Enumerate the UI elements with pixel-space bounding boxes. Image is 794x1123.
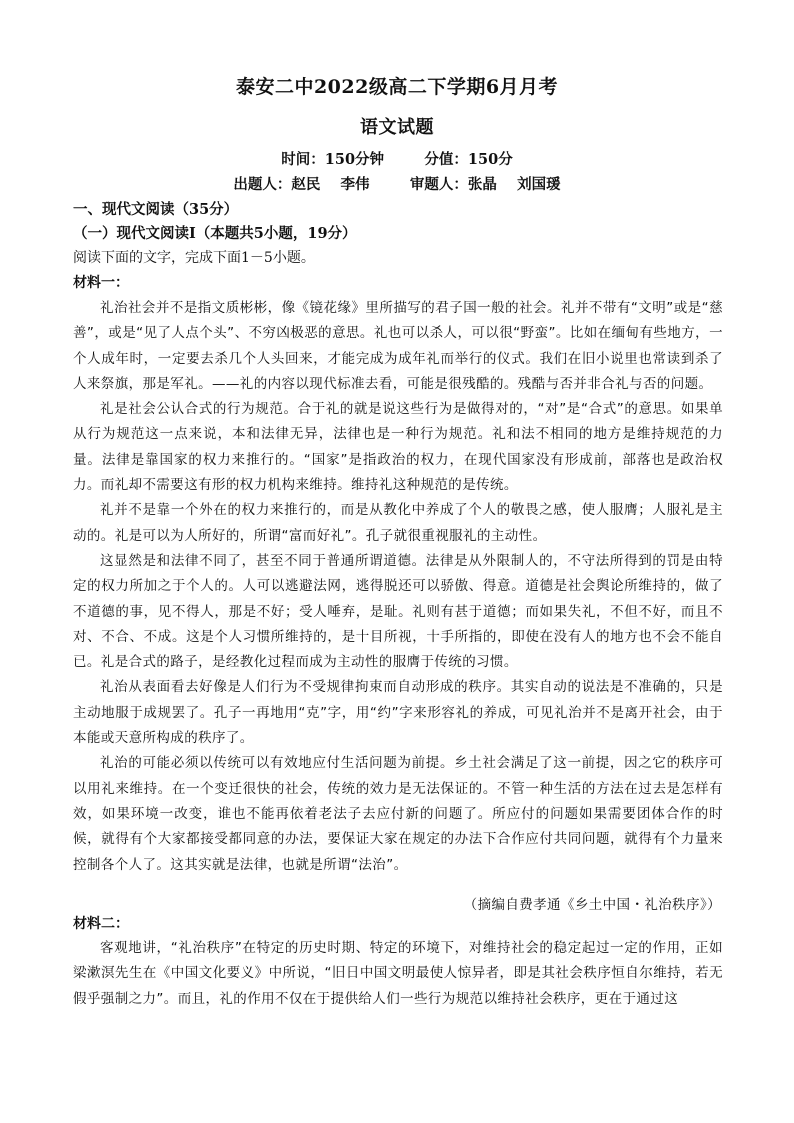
material-two-text xyxy=(73,936,723,1012)
subsection-heading: （一）现代文阅读Ⅰ（本题共5小题，19分） xyxy=(73,225,357,242)
material-one-source: （摘编自费孝通《乡土中国・礼治秩序》） xyxy=(463,897,721,913)
section-heading: 一、现代文阅读（35分） xyxy=(73,201,239,218)
paragraph: 这显然是和法律不同了，甚至不同于普通所谓道德。法律是从外限制人的，不守法所得到的罚是由特定的权力所加之于个人的。人可以逃避法网，逃得脱还可以骄傲、得意。道德是社会舆论所维持的，做了不道德的事，见不得人，那是不好；受人唾弃，是耻。礼则有甚于道德；而如果失礼，不但不好，而且不对、不合、不成。这是个人习惯所维持的，是十目所视，十手所指的，即使在没有人的地方也不会不能自已。礼是合式的路子，是经教化过程而成为主动性的服膺于传统的习惯。 xyxy=(73,552,723,671)
material-one-label: 材料一： xyxy=(73,275,129,291)
material-one-text xyxy=(73,296,723,878)
reading-instruction: 阅读下面的文字，完成下面1－5小题。 xyxy=(73,250,315,266)
paragraph: 礼并不是靠一个外在的权力来推行的，而是从教化中养成了个人的敬畏之感，使人服膺；人服礼是主动的。礼是可以为人所好的，所谓“富而好礼”。孔子就很重视服礼的主动性。 xyxy=(73,502,723,544)
paragraph: 礼治社会并不是指文质彬彬，像《镜花缘》里所描写的君子国一般的社会。礼并不带有“文明”或是“慈善”，或是“见了人点个头”、不穷凶极恶的意思。礼也可以杀人，可以很“野蛮”。比如在缅甸有些地方，一个人成年时，一定要去杀几个人头回来，才能完成为成年礼而举行的仪式。我们在旧小说里也常读到杀了人来祭旗，那是军礼。——礼的内容以现代标准去看，可能是很残酷的。残酷与否并非合礼与否的问题。 xyxy=(73,300,723,392)
paragraph: 客观地讲，“礼治秩序”在特定的历史时期、特定的环境下，对维持社会的稳定起过一定的作用，正如梁漱溟先生在《中国文化要义》中所说，“旧日中国文明最使人惊异者，即是其社会秩序恒自尔维持，若无假乎强制之力”。而且，礼的作用不仅在于提供给人们一些行为规范以维持社会秩序，更在于通过这 xyxy=(73,940,723,1007)
material-two-label: 材料二： xyxy=(73,916,129,932)
time-score-line: 时间：150分钟 分值：150分 xyxy=(281,151,513,168)
paragraph: 礼是社会公认合式的行为规范。合于礼的就是说这些行为是做得对的，“对”是“合式”的意思。如果单从行为规范这一点来说，本和法律无异，法律也是一种行为规范。礼和法不相同的地方是维持规范的力量。法律是靠国家的权力来推行的。“国家”是指政治的权力，在现代国家没有形成前，部落也是政治权力。而礼却不需要这有形的权力机构来维持。维持礼这种规范的是传统。 xyxy=(73,401,723,494)
authors-line: 出题人：赵民 李伟 审题人：张晶 刘国瑗 xyxy=(233,176,561,193)
paragraph: 礼治从表面看去好像是人们行为不受规律拘束而自动形成的秩序。其实自动的说法是不准确的，只是主动地服于成规罢了。孔子一再地用“克”字，用“约”字来形容礼的养成，可见礼治并不是离开社会，由于本能或天意所构成的秩序了。 xyxy=(73,679,723,747)
paragraph: 礼治的可能必须以传统可以有效地应付生活问题为前提。乡土社会满足了这一前提，因之它的秩序可以用礼来维持。在一个变迁很快的社会，传统的效力是无法保证的。不管一种生活的方法在过去是怎样有效，如果环境一改变，谁也不能再依着老法子去应付新的问题了。所应付的问题如果需要团体合作的时候，就得有个大家都接受都同意的办法，要保证大家在规定的办法下合作应付共同问题，就得有个力量来控制各个人了。这其实就是法律，也就是所谓“法治”。 xyxy=(73,755,723,873)
subject-title: 语文试题 xyxy=(360,117,434,138)
school-title: 泰安二中2022级高二下学期6月月考 xyxy=(235,76,559,98)
